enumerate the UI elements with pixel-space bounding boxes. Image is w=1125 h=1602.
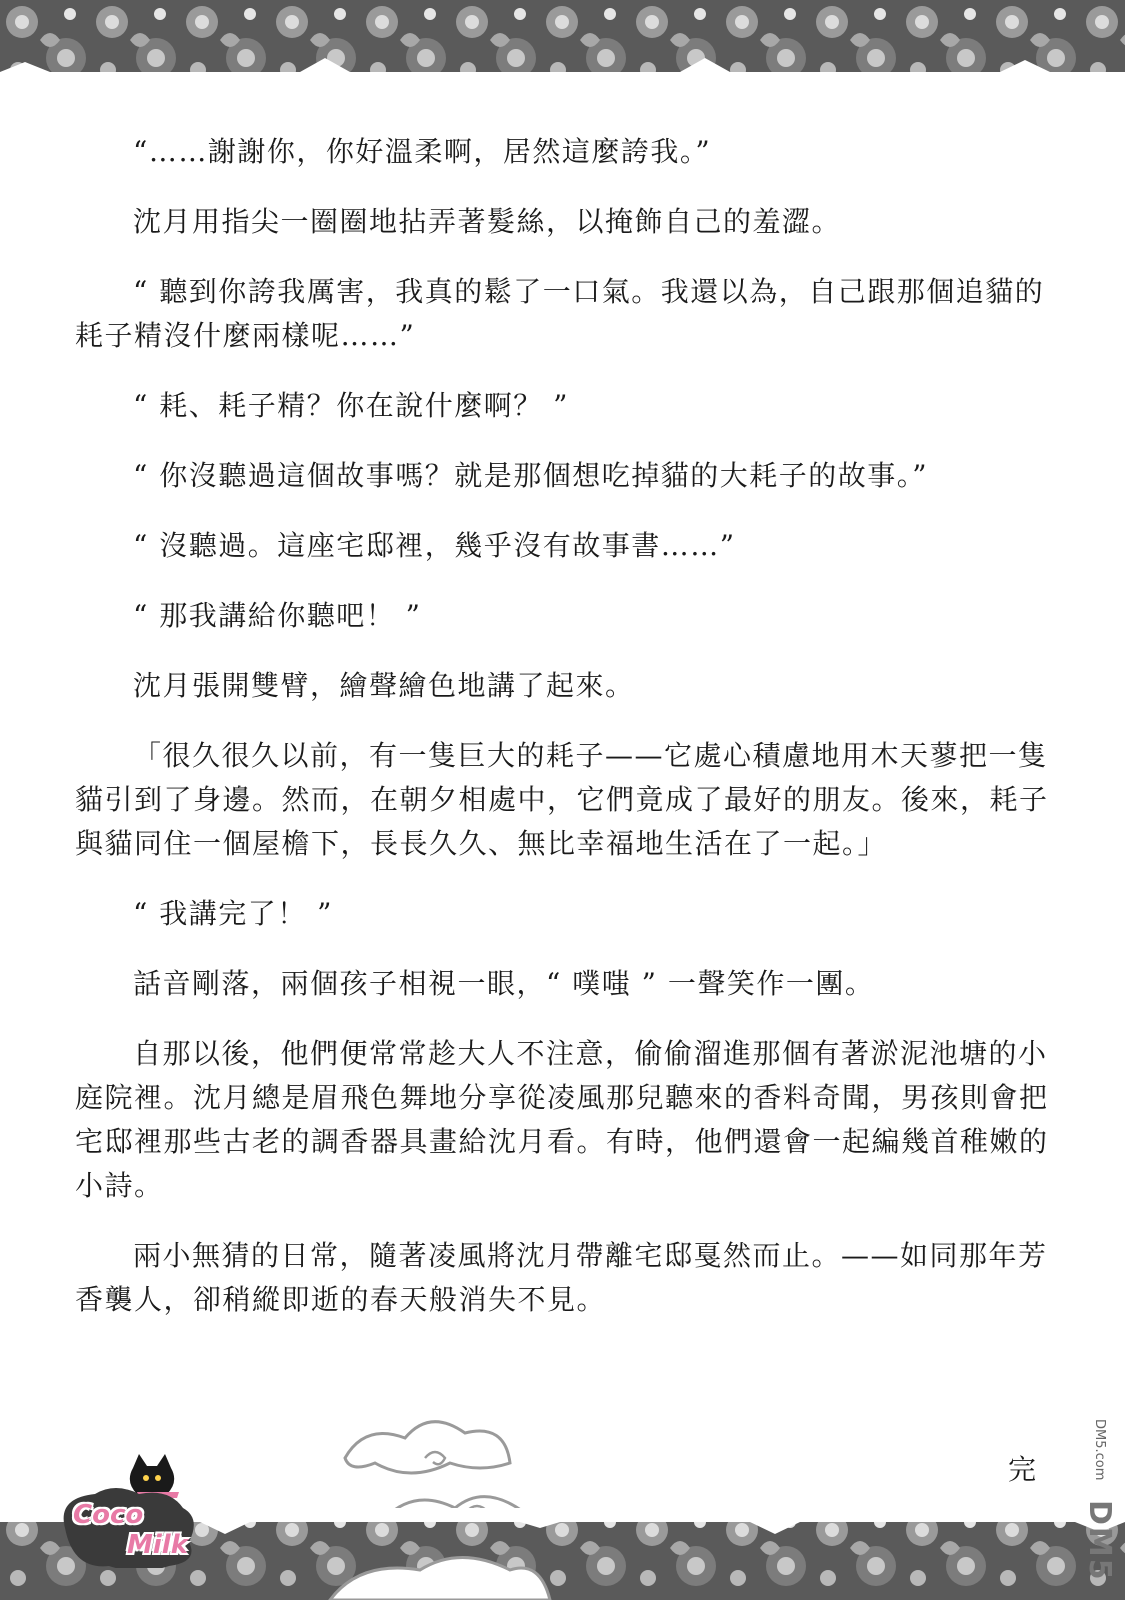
- top-floral-border: [0, 0, 1125, 86]
- paragraph: 沈月用指尖一圈圈地拈弄著髮絲，以掩飾自己的羞澀。: [133, 205, 842, 238]
- logo-coco-text: Coco: [73, 1500, 144, 1530]
- paragraph: “ 聽到你誇我厲害，我真的鬆了一口氣。我還以為，自己跟那個追貓的耗子精沒什麼兩樣呢……”: [75, 275, 1045, 352]
- paragraph: “ 我講完了！ ”: [133, 897, 333, 930]
- paragraph: 沈月張開雙臂，繪聲繪色地講了起來。: [133, 669, 635, 702]
- paragraph: 自那以後，他們便常常趁大人不注意，偷偷溜進那個有著淤泥池塘的小庭院裡。沈月總是眉飛色舞地分享從凌風那兒聽來的香料奇聞，男孩則會把宅邸裡那些古老的調香器具畫給沈月看。有時，他們還會一起編幾首稚嫩的小詩。: [75, 1037, 1049, 1202]
- coco-milk-logo: [55, 1448, 205, 1568]
- logo-milk-text: Milk: [127, 1530, 188, 1560]
- story-text: [75, 130, 1065, 1348]
- paragraph: “ 耗、耗子精？你在說什麼啊？ ”: [133, 389, 569, 422]
- paragraph: 話音剛落，兩個孩子相視一眼，“ 噗嗤 ” 一聲笑作一團。: [133, 967, 875, 1000]
- paragraph: “ 你沒聽過這個故事嗎？就是那個想吃掉貓的大耗子的故事。”: [133, 459, 929, 492]
- watermark-site-text: DM5.com: [1092, 1418, 1107, 1480]
- paragraph: “……謝謝你，你好溫柔啊，居然這麼誇我。”: [133, 135, 712, 168]
- paragraph: “ 那我講給你聽吧！ ”: [133, 599, 422, 632]
- end-mark: 完: [1007, 1453, 1037, 1486]
- paragraph: “ 沒聽過。這座宅邸裡，幾乎沒有故事書……”: [133, 529, 736, 562]
- watermark-logo-text: DM5: [1082, 1500, 1117, 1582]
- site-watermark: [1075, 1390, 1119, 1590]
- paragraph: 兩小無猜的日常，隨著凌風將沈月帶離宅邸戛然而止。——如同那年芳香襲人，卻稍縱即逝的春天般消失不見。: [75, 1239, 1048, 1316]
- paragraph: 「很久很久以前，有一隻巨大的耗子——它處心積慮地用木天蓼把一隻貓引到了身邊。然而，在朝夕相處中，它們竟成了最好的朋友。後來，耗子與貓同住一個屋檐下，長長久久、無比幸福地生活在了一起。」: [75, 739, 1049, 860]
